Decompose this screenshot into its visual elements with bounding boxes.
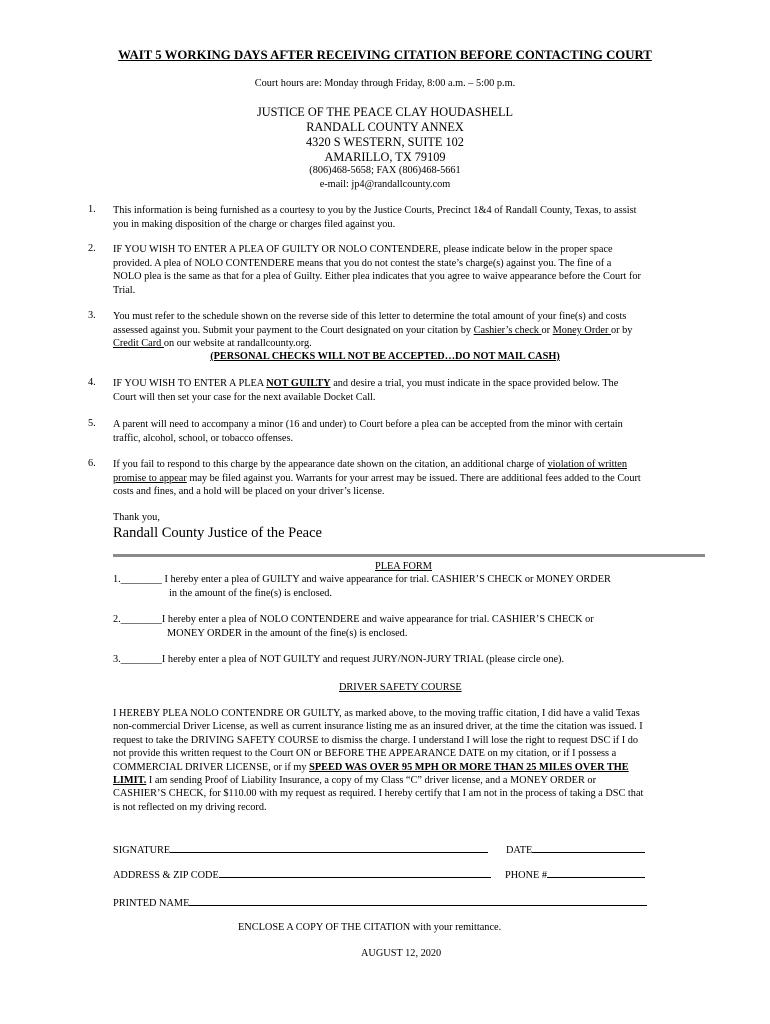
office-line: RANDALL COUNTY ANNEX: [306, 120, 464, 134]
item-text: IF YOU WISH TO ENTER A PLEA: [113, 378, 267, 389]
signature-line[interactable]: [170, 842, 488, 853]
office-line: AMARILLO, TX 79109: [324, 150, 446, 164]
email-address: e-mail: jp4@randallcounty.com: [319, 179, 451, 190]
plea-blank[interactable]: 3.________: [113, 654, 162, 665]
not-guilty-text: NOT GUILTY: [266, 378, 331, 389]
printed-name-field[interactable]: [113, 895, 647, 909]
item-line: [113, 472, 703, 486]
violation-text: violation of written: [547, 459, 628, 470]
info-item-3: [113, 310, 703, 351]
item-line: [113, 458, 703, 472]
dsc-line: [113, 774, 703, 787]
info-item-6: [113, 458, 703, 499]
driver-safety-text: [113, 707, 703, 814]
item-number: 1.: [88, 204, 96, 215]
office-line: 4320 S WESTERN, SUITE 102: [306, 135, 464, 149]
document-date: AUGUST 12, 2020: [361, 948, 442, 959]
item-line: You must refer to the schedule shown on the reverse side of this letter to determine the total amount of your fine(s) and costs: [113, 311, 627, 322]
item-number: 2.: [88, 243, 96, 254]
signature-block: Randall County Justice of the Peace: [113, 525, 322, 541]
date-field[interactable]: [506, 842, 645, 856]
item-line: [113, 324, 703, 338]
item-text: may be filed against you. Warrants for your arrest may be issued. There are additional fees added to the Court: [186, 472, 641, 484]
item-text: or: [541, 324, 553, 336]
dsc-line: I HEREBY PLEA NOLO CONTENDRE OR GUILTY, as marked above, to the moving traffic citation, I did have a valid Texas: [113, 708, 640, 719]
printed-name-line[interactable]: [189, 895, 647, 906]
item-line: Court will then set your case for the next available Docket Call.: [113, 391, 376, 403]
cashiers-check-text: Cashier’s check: [473, 324, 542, 336]
phone-fax: (806)468-5658; FAX (806)468-5661: [309, 165, 461, 176]
item-line: costs and fines, and a hold will be placed on your driver’s license.: [113, 486, 385, 498]
enclose-note: ENCLOSE A COPY OF THE CITATION with your remittance.: [238, 922, 502, 933]
driver-safety-title: DRIVER SAFETY COURSE: [339, 682, 462, 693]
section-divider: [113, 554, 705, 557]
field-label: SIGNATURE: [113, 845, 171, 856]
thank-you: Thank you,: [113, 512, 160, 523]
item-line: IF YOU WISH TO ENTER A PLEA OF GUILTY OR NOLO CONTENDERE, please indicate below in the proper space: [113, 244, 613, 255]
item-line: NOLO plea is the same as that for a plea of Guilty. Either plea indicates that you agree to waive appearance before the Court for: [113, 271, 641, 283]
plea-text-cont: in the amount of the fine(s) is enclosed.: [169, 588, 332, 599]
item-number: 6.: [88, 458, 96, 469]
plea-form-title: PLEA FORM: [375, 561, 432, 572]
dsc-text: COMMERCIAL DRIVER LICENSE, or if my: [113, 761, 310, 773]
plea-blank[interactable]: 1.________: [113, 574, 162, 585]
item-number: 5.: [88, 418, 96, 429]
info-item-1: [113, 204, 703, 231]
dsc-line: is not reflected on my driving record.: [113, 801, 267, 813]
credit-card-text: Credit Card: [113, 338, 164, 350]
item-line: This information is being furnished as a courtesy to you by the Justice Courts, Precinct 1&4 of Randall County, Texas, to assist: [113, 205, 637, 216]
field-label: DATE: [506, 845, 533, 856]
item-line: [113, 377, 703, 391]
page-title: WAIT 5 WORKING DAYS AFTER RECEIVING CITATION BEFORE CONTACTING COURT: [118, 48, 652, 62]
item-line: provided. A plea of NOLO CONTENDERE means that you do not contest the state’s charge(s) against you. The fine of a: [113, 257, 612, 269]
payment-warning: (PERSONAL CHECKS WILL NOT BE ACCEPTED…DO NOT MAIL CASH): [210, 351, 560, 362]
plea-text: I hereby enter a plea of NOT GUILTY and request JURY/NON-JURY TRIAL (please circle one).: [161, 654, 565, 665]
info-item-5: [113, 418, 703, 445]
dsc-line: not provide this written request to the Court ON or BEFORE THE APPEARANCE DATE on my citation, or if I possess a: [113, 748, 617, 760]
speed-warning: LIMIT.: [113, 775, 147, 787]
item-number: 3.: [88, 310, 96, 321]
field-label: PHONE #: [505, 870, 548, 881]
phone-field[interactable]: [505, 867, 645, 881]
plea-option-nolo[interactable]: [113, 614, 594, 625]
phone-line[interactable]: [547, 867, 645, 878]
court-hours: Court hours are: Monday through Friday, 8:00 a.m. – 5:00 p.m.: [254, 78, 516, 89]
info-item-4: [113, 377, 703, 404]
field-label: PRINTED NAME: [113, 898, 190, 909]
item-number: 4.: [88, 377, 96, 388]
info-item-2: [113, 243, 703, 297]
plea-blank[interactable]: 2.________: [113, 614, 162, 625]
plea-option-not-guilty[interactable]: [113, 654, 564, 665]
money-order-text: Money Order: [552, 324, 611, 336]
item-line: traffic, alcohol, school, or tobacco offenses.: [113, 432, 294, 444]
address-field[interactable]: [113, 867, 491, 881]
item-line: [113, 337, 703, 351]
violation-text: promise to appear: [113, 472, 187, 484]
address-line[interactable]: [219, 867, 491, 878]
item-text: If you fail to respond to this charge by the appearance date shown on the citation, an additional charge of: [113, 459, 548, 470]
date-line[interactable]: [532, 842, 645, 853]
item-text: assessed against you. Submit your payment to the Court designated on your citation by: [113, 324, 474, 336]
item-line: Trial.: [113, 284, 136, 296]
dsc-line: request to take the DRIVING SAFETY COURSE to dismiss the charge. I understand I will lose the right to request DSC if I do: [113, 734, 639, 746]
item-line: A parent will need to accompany a minor (16 and under) to Court before a plea can be accepted from the minor with certain: [113, 419, 623, 430]
field-label: ADDRESS & ZIP CODE: [113, 870, 219, 881]
signature-field[interactable]: [113, 842, 488, 856]
plea-text: I hereby enter a plea of NOLO CONTENDERE and waive appearance for trial. CASHIER’S CHECK or: [161, 614, 594, 625]
plea-text-cont: MONEY ORDER in the amount of the fine(s) is enclosed.: [167, 628, 408, 639]
dsc-line: [113, 761, 703, 774]
office-line: JUSTICE OF THE PEACE CLAY HOUDASHELL: [256, 105, 514, 119]
dsc-text: I am sending Proof of Liability Insurance, a copy of my Class “C” driver license, and a MONEY ORDER or: [146, 775, 596, 787]
item-text: on our website at randallcounty.org.: [163, 338, 312, 350]
item-text: and desire a trial, you must indicate in the space provided below. The: [330, 378, 619, 389]
item-line: you in making disposition of the charge or charges filed against you.: [113, 218, 396, 230]
item-text: or by: [611, 324, 633, 336]
dsc-line: CASHIER’S CHECK, for $110.00 with my request as required. I hereby certify that I am not in the process of taking a DSC that: [113, 788, 644, 800]
plea-text: I hereby enter a plea of GUILTY and waive appearance for trial. CASHIER’S CHECK or MONEY ORDER: [164, 574, 611, 585]
dsc-line: non-commercial Driver License, as well as current insurance listing me as an insured driver, at the time the citation was issued. I: [113, 721, 643, 733]
speed-warning: SPEED WAS OVER 95 MPH OR MORE THAN 25 MILES OVER THE: [309, 761, 629, 773]
plea-option-guilty[interactable]: [113, 574, 611, 585]
